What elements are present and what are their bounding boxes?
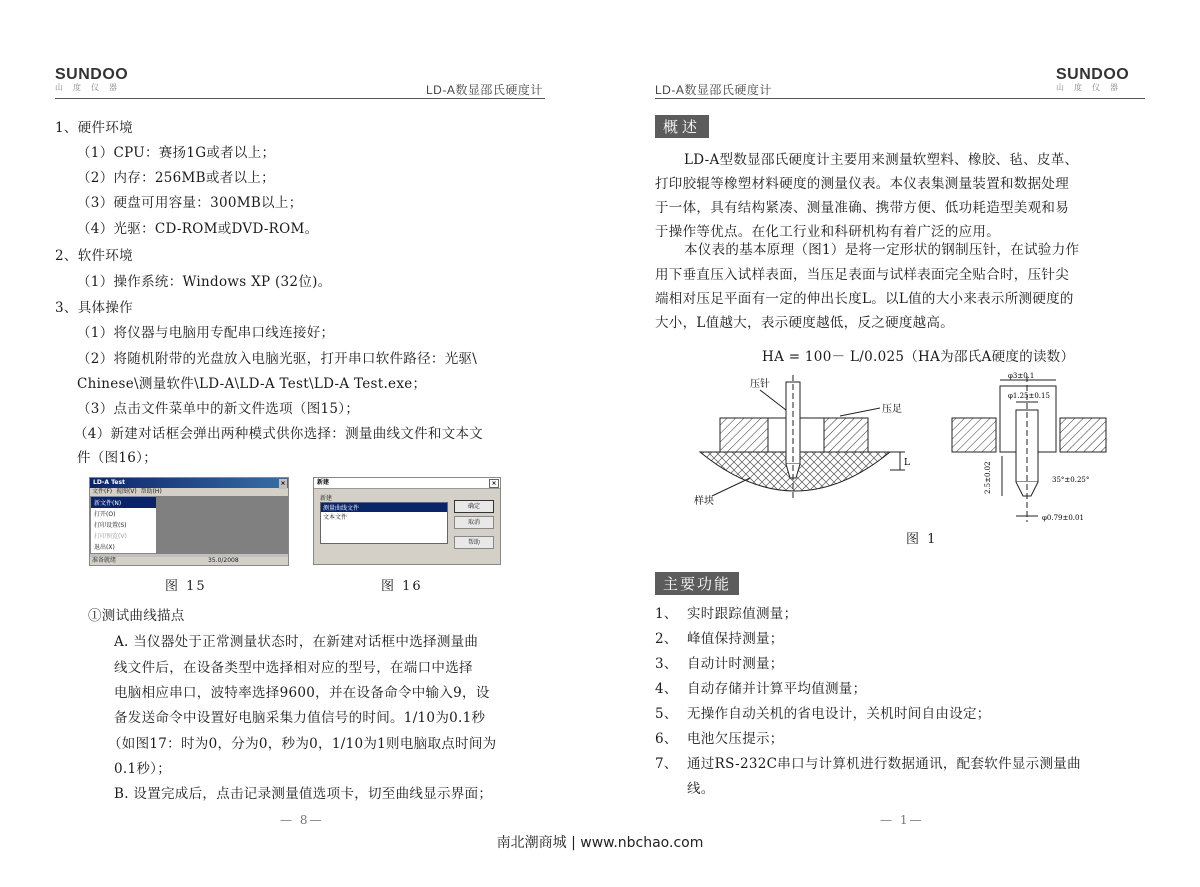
fig15-window-title: LD-A Test — [93, 479, 125, 486]
label-l: L — [904, 458, 910, 468]
feature-item — [655, 677, 867, 697]
fig15-menu-item: 打印设置(S) — [94, 522, 127, 529]
intro-line: 于操作等优点。在化工行业和科研机构有着广泛的应用。 — [655, 224, 1000, 240]
fig15-statusbar — [90, 557, 288, 565]
fig16-list-item: 测量曲线文件 — [321, 503, 447, 512]
fig15-menu-help: 帮助(H) — [140, 488, 162, 495]
label-needle: 压针 — [750, 379, 770, 390]
doc-title: LD-A数显邵氏硬度计 — [426, 83, 543, 97]
fig15-menu-item: 退出(X) — [94, 544, 115, 551]
intro-line: 本仪表的基本原理（图1）是将一定形状的钢制压针，在试验力作 — [684, 242, 1080, 258]
para-line: 0.1秒）； — [114, 761, 172, 777]
text-line: （2）将随机附带的光盘放入电脑光驱，打开串口软件路径：光驱\ — [77, 351, 478, 367]
dim-top: φ3±0.1 — [1008, 372, 1035, 380]
label-sample: 样块 — [694, 496, 714, 507]
text-line: （1）操作系统：Windows XP (32位)。 — [77, 274, 332, 290]
feature-text: 实时跟踪值测量； — [687, 606, 798, 622]
text-line: （1）CPU：赛扬1G或者以上； — [77, 145, 276, 161]
feature-num: 4、 — [655, 681, 678, 697]
para-line: （如图17：时为0，分为0，秒为0，1/10为1则电脑取点时间为 — [108, 736, 497, 752]
site-footer[interactable]: 南北潮商城 | www.nbchao.com — [496, 835, 704, 851]
fig16-window-title: 新建 — [317, 479, 330, 486]
intro-line: 打印胶辊等橡塑材料硬度的测量仪表。本仪表集测量装置和数据处理 — [655, 176, 1069, 192]
para-line: A. 当仪器处于正常测量状态时，在新建对话框中选择测量曲 — [114, 634, 479, 650]
fig15-workspace — [156, 496, 288, 554]
feature-text: 自动计时测量； — [687, 656, 784, 672]
text-line: （2）内存：256MB或者以上； — [77, 170, 275, 186]
figure-1-caption: 图 1 — [906, 532, 938, 547]
fig15-menu-view: 视图(V) — [115, 488, 137, 495]
sub-heading: ①测试曲线描点 — [88, 608, 185, 624]
para-line: 线文件后，在设备类型中选择相对应的型号，在端口中选择 — [114, 660, 473, 676]
intro-line: 用下垂直压入试样表面，当压足表面与试样表面完全贴合时，压针尖 — [655, 267, 1069, 283]
fig15-menu-file: 文件(F) — [92, 488, 113, 495]
para-line: 备发送命令中设置好电脑采集力值信号的时间。1/10为0.1秒 — [114, 710, 486, 726]
brand-logo-right — [1056, 66, 1129, 93]
feature-continuation: 线。 — [687, 781, 715, 797]
text-line: （4）光驱：CD-ROM或DVD-ROM。 — [77, 221, 319, 237]
fig16-cancel-button: 取消 — [454, 516, 494, 529]
figure-16-dialog — [313, 477, 501, 565]
feature-num: 2、 — [655, 631, 678, 647]
feature-num: 5、 — [655, 706, 678, 722]
feature-text: 电池欠压提示； — [687, 731, 784, 747]
doc-title-right: LD-A数显邵氏硬度计 — [655, 83, 772, 97]
text-line: （3）点击文件菜单中的新文件选项（图15）； — [77, 401, 360, 417]
fig16-list-item: 文本文件 — [323, 514, 348, 521]
brand-subtitle: 山度仪器 — [1056, 83, 1128, 92]
fig15-menubar — [90, 488, 288, 496]
feature-item — [655, 702, 991, 722]
fig16-ok-button: 确定 — [454, 500, 494, 513]
heading-hardware: 1、硬件环境 — [55, 120, 133, 136]
label-foot: 压足 — [882, 404, 902, 415]
brand-subtitle: 山度仪器 — [55, 83, 127, 92]
sample-leader — [712, 478, 750, 496]
feature-text: 峰值保持测量； — [687, 631, 784, 647]
text-line: 件（图16）； — [77, 450, 158, 466]
feature-item — [655, 652, 784, 672]
foot-leader — [840, 408, 880, 416]
heading-operation: 3、具体操作 — [55, 300, 133, 316]
fig16-list — [320, 502, 448, 544]
right-page — [600, 0, 1200, 887]
text-line: （3）硬盘可用容量：300MB以上； — [77, 195, 303, 211]
para-line: 电脑相应串口，波特率选择9600，并在设备命令中输入9，设 — [114, 685, 490, 701]
para-line: B. 设置完成后，点击记录测量值选项卡，切至曲线显示界面； — [114, 786, 493, 802]
section-overview: 概述 — [655, 115, 709, 138]
dim-tip: φ0.79±0.01 — [1042, 514, 1084, 522]
text-line: Chinese\测量软件\LD-A\LD-A Test\LD-A Test.exe； — [77, 376, 427, 392]
fig15-menu-item: 新文件(N) — [91, 497, 157, 508]
section-features: 主要功能 — [655, 572, 739, 595]
page-number-left: — 8— — [280, 813, 324, 827]
feature-num: 1、 — [655, 606, 678, 622]
fig15-menu-item: 打印预览(V) — [94, 533, 127, 540]
page-number-right: — 1— — [880, 813, 924, 827]
figure-15-screenshot — [89, 477, 289, 566]
intro-line: LD-A型数显邵氏硬度计主要用来测量软塑料、橡胶、毡、皮革、 — [684, 152, 1079, 168]
intro-line: 于一体，具有结构紧凑、测量准确、携带方便、低功耗造型美观和易 — [655, 200, 1069, 216]
feature-num: 6、 — [655, 731, 678, 747]
fig15-status: 准备就绪 — [92, 557, 117, 564]
feature-item — [655, 727, 784, 747]
fig15-menu-item: 打开(O) — [94, 511, 116, 518]
intro-line: 大小，L值越大，表示硬度越低，反之硬度越高。 — [655, 315, 955, 331]
fig16-titlebar — [314, 478, 500, 489]
heading-software: 2、软件环境 — [55, 248, 133, 264]
fig15-status-right: 35.0/2008 — [208, 557, 239, 564]
feature-item — [655, 602, 798, 622]
header-rule — [55, 98, 545, 99]
header-rule — [655, 98, 1145, 99]
feature-item — [655, 752, 1081, 772]
formula: HA = 100－ L/0.025（HA为邵氏A硬度的读数） — [762, 349, 1075, 365]
foot-block-right — [824, 418, 868, 452]
fig15-close-icon: × — [280, 480, 286, 487]
figure-1-diagram — [690, 370, 1130, 530]
fig16-close-icon: × — [489, 479, 499, 488]
fig15-file-menu — [90, 496, 158, 554]
text-line: （4）新建对话框会弹出两种模式供你选择：测量曲线文件和文本文 — [74, 426, 484, 442]
fig16-list-label: 新建 — [320, 495, 333, 502]
figure-15-caption: 图 15 — [165, 579, 207, 594]
feature-text: 通过RS-232C串口与计算机进行数据通讯，配套软件显示测量曲 — [687, 756, 1081, 772]
text-line: （1）将仪器与电脑用专配串口线连接好； — [77, 325, 335, 341]
detail-block-left — [952, 418, 996, 452]
foot-block-left — [720, 418, 768, 452]
feature-item — [655, 627, 784, 647]
dim-side: 2.5±0.02 — [984, 461, 992, 494]
fig15-titlebar — [90, 478, 288, 488]
feature-text: 自动存储并计算平均值测量； — [687, 681, 867, 697]
brand-name: SUNDOO — [55, 66, 129, 83]
dim-mid: φ1.25±0.15 — [1008, 392, 1050, 400]
brand-name: SUNDOO — [1056, 66, 1130, 83]
dim-angle: 35°±0.25° — [1052, 476, 1090, 484]
brand-logo — [55, 66, 128, 93]
feature-text: 无操作自动关机的省电设计，关机时间自由设定； — [687, 706, 991, 722]
figure-16-caption: 图 16 — [381, 579, 423, 594]
feature-num: 7、 — [655, 756, 678, 772]
intro-line: 端相对压足平面有一定的伸出长度L。以L值的大小来表示所测硬度的 — [655, 291, 1074, 307]
needle-leader — [760, 390, 786, 410]
feature-num: 3、 — [655, 656, 678, 672]
fig16-help-button: 帮助 — [454, 536, 494, 549]
detail-block-right — [1060, 418, 1106, 452]
